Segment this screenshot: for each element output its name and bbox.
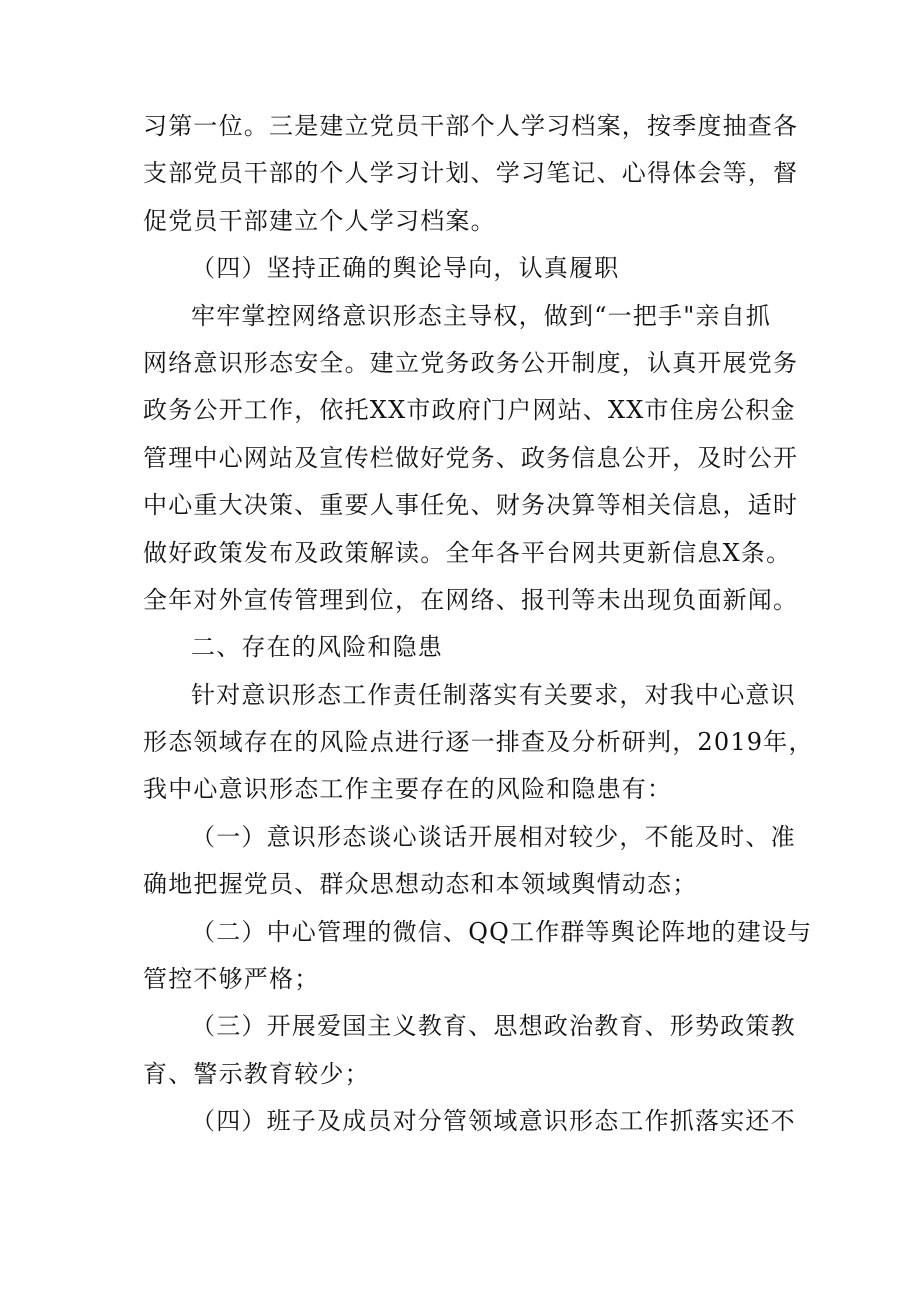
text-line: 全年对外宣传管理到位，在网络、报刊等未出现负面新闻。 <box>143 585 799 614</box>
text-line: （二）中心管理的微信、QQ工作群等舆论阵地的建设与 <box>191 917 813 946</box>
text-line: （一）意识形态谈心谈话开展相对较少，不能及时、准 <box>191 822 796 851</box>
text-line: 中心重大决策、重要人事任免、财务决算等相关信息，适时 <box>143 491 799 520</box>
text-line: 政务公开工作，依托XX市政府门户网站、XX市住房公积金 <box>143 396 796 425</box>
text-line: 形态领域存在的风险点进行逐一排查及分析研判，2019年， <box>143 728 814 757</box>
text-line: 促党员干部建立个人学习档案。 <box>143 206 496 235</box>
text-line: 管理中心网站及宣传栏做好党务、政务信息公开，及时公开 <box>143 443 799 472</box>
text-line: 支部党员干部的个人学习计划、学习笔记、心得体会等，督 <box>143 159 799 188</box>
text-line: （三）开展爱国主义教育、思想政治教育、形势政策教 <box>191 1012 796 1041</box>
text-line: 习第一位。三是建立党员干部个人学习档案，按季度抽查各 <box>143 112 799 140</box>
text-line: （四）班子及成员对分管领域意识形态工作抓落实还不 <box>191 1107 796 1136</box>
text-line: 针对意识形态工作责任制落实有关要求，对我中心意识 <box>191 680 796 709</box>
text-line: 网络意识形态安全。建立党务政务公开制度，认真开展党务 <box>143 348 799 377</box>
text-line: 育、警示教育较少； <box>143 1059 370 1088</box>
text-line: 确地把握党员、群众思想动态和本领域舆情动态； <box>143 870 698 899</box>
text-line: （四）坚持正确的舆论导向，认真履职 <box>191 254 620 283</box>
text-line: 做好政策发布及政策解读。全年各平台网共更新信息X条。 <box>143 538 792 567</box>
text-line: 我中心意识形态工作主要存在的风险和隐患有： <box>143 775 673 804</box>
text-line: 管控不够严格； <box>143 965 320 994</box>
document-body <box>143 103 814 1146</box>
text-line: 牢牢掌控网络意识形态主导权，做到“一把手"亲自抓 <box>191 301 772 330</box>
text-line: 二、存在的风险和隐患 <box>191 633 443 662</box>
